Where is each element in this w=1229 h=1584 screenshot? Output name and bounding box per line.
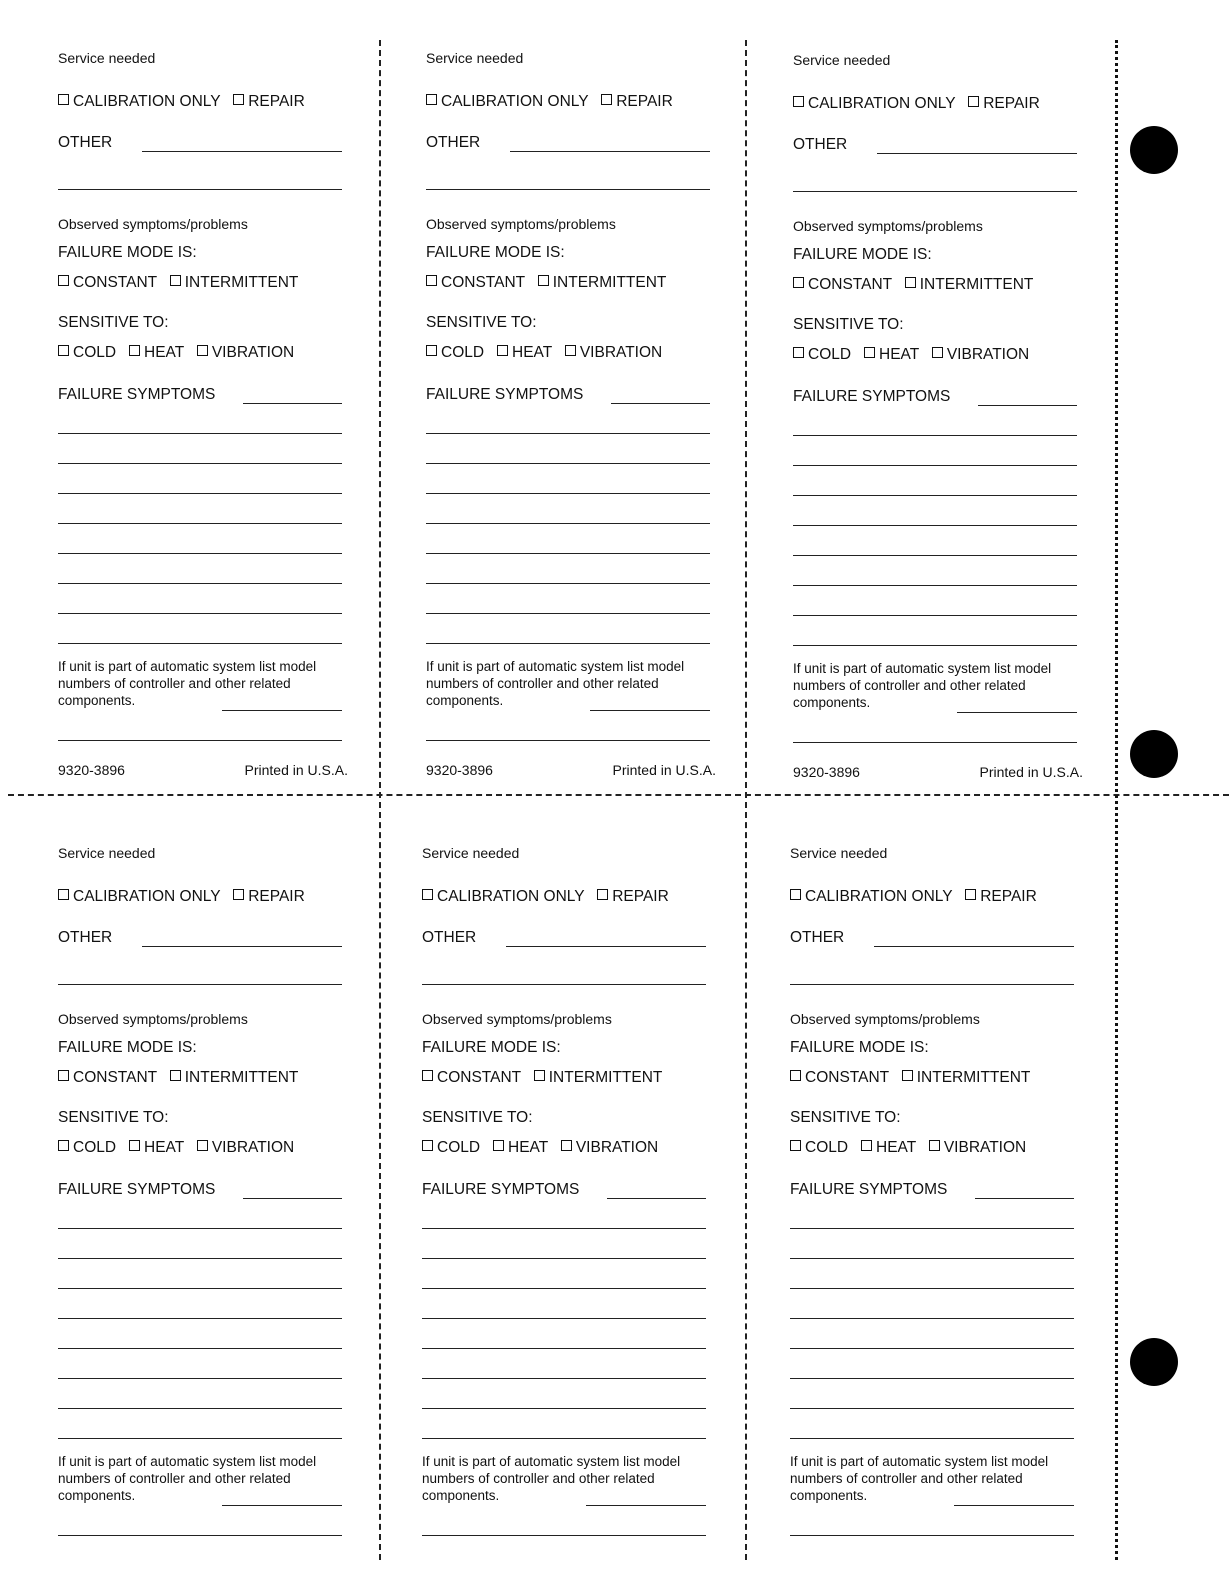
binder-hole-top [1130,126,1178,174]
form-bottom-left [58,845,348,1545]
other-label: OTHER [58,134,113,151]
symptom-line[interactable] [422,1288,706,1289]
constant-checkbox[interactable] [793,277,804,288]
other-field[interactable] [506,946,706,947]
form-top-right [793,52,1083,792]
form-bottom-right [790,845,1080,1545]
printed-in-usa: Printed in U.S.A. [979,764,1083,780]
calibration-checkbox[interactable] [426,94,437,105]
symptom-line[interactable] [422,1438,706,1439]
failure-mode-options [426,274,666,292]
automatic-system-note: If unit is part of automatic system list model numbers of controller and other related components. [790,1454,1049,1503]
symptom-line[interactable] [422,1228,706,1229]
printed-in-usa: Printed in U.S.A. [244,762,348,778]
heat-checkbox[interactable] [864,347,875,358]
repair-checkbox[interactable] [233,94,244,105]
cold-label: COLD [441,344,485,361]
vibration-label: VIBRATION [946,346,1030,363]
repair-label: REPAIR [616,93,673,110]
calibration-only-label: CALIBRATION ONLY [73,888,221,905]
other-field-line-2[interactable] [58,984,342,985]
automatic-system-note: If unit is part of automatic system list model numbers of controller and other related components. [58,1454,317,1503]
symptom-line[interactable] [790,1408,1074,1409]
constant-checkbox[interactable] [58,275,69,286]
failure-symptoms-field[interactable] [243,1198,342,1199]
repair-label: REPAIR [612,888,669,905]
components-field-line-2[interactable] [426,740,710,741]
components-field-line-2[interactable] [422,1535,706,1536]
other-field-line-2[interactable] [793,191,1077,192]
symptom-line[interactable] [58,463,342,464]
failure-mode-options [793,276,1033,294]
failure-mode-label: FAILURE MODE IS: [793,246,932,263]
service-needed-label: Service needed [790,845,888,861]
symptom-line[interactable] [58,1228,342,1229]
repair-checkbox[interactable] [965,889,976,900]
constant-label: CONSTANT [437,1069,521,1086]
constant-checkbox[interactable] [426,275,437,286]
repair-label: REPAIR [983,95,1040,112]
symptom-line[interactable] [790,1438,1074,1439]
symptom-line[interactable] [58,583,342,584]
other-field-line-2[interactable] [426,189,710,190]
automatic-system-note: If unit is part of automatic system list model numbers of controller and other related components. [422,1454,681,1503]
components-field-line-2[interactable] [58,1535,342,1536]
components-field-line-2[interactable] [790,1535,1074,1536]
intermittent-checkbox[interactable] [905,277,916,288]
symptom-line[interactable] [58,1288,342,1289]
cold-label: COLD [437,1139,481,1156]
intermittent-label: INTERMITTENT [919,276,1034,293]
symptom-line[interactable] [58,1408,342,1409]
components-field[interactable] [957,712,1077,713]
symptom-line[interactable] [793,555,1077,556]
vibration-label: VIBRATION [211,344,295,361]
vibration-label: VIBRATION [579,344,663,361]
intermittent-label: INTERMITTENT [552,274,667,291]
symptom-line[interactable] [58,1258,342,1259]
intermittent-label: INTERMITTENT [916,1069,1031,1086]
other-label: OTHER [790,929,845,946]
calibration-checkbox[interactable] [790,889,801,900]
symptom-line[interactable] [790,1348,1074,1349]
perforation-edge [1115,40,1118,1560]
failure-symptoms-field[interactable] [611,403,710,404]
vibration-checkbox[interactable] [561,1140,572,1151]
failure-mode-label: FAILURE MODE IS: [426,244,565,261]
other-label: OTHER [58,929,113,946]
failure-mode-label: FAILURE MODE IS: [422,1039,561,1056]
perforation-vertical-2 [745,40,747,1560]
intermittent-label: INTERMITTENT [548,1069,663,1086]
symptom-line[interactable] [58,643,342,644]
failure-symptoms-label: FAILURE SYMPTOMS [422,1181,580,1198]
components-field[interactable] [954,1505,1074,1506]
perforation-vertical-1 [379,40,381,1560]
other-field-line-2[interactable] [422,984,706,985]
failure-mode-options [58,1069,298,1087]
symptom-line[interactable] [58,433,342,434]
automatic-system-note: If unit is part of automatic system list model numbers of controller and other related components. [793,661,1052,710]
binder-hole-bottom [1130,1338,1178,1386]
vibration-checkbox[interactable] [929,1140,940,1151]
other-label: OTHER [426,134,481,151]
sensitive-to-label: SENSITIVE TO: [58,1109,169,1126]
heat-label: HEAT [879,346,919,363]
constant-checkbox[interactable] [422,1070,433,1081]
vibration-checkbox[interactable] [197,345,208,356]
form-number: 9320-3896 [58,762,125,778]
failure-mode-label: FAILURE MODE IS: [790,1039,929,1056]
symptom-line[interactable] [426,613,710,614]
printed-in-usa: Printed in U.S.A. [612,762,716,778]
heat-checkbox[interactable] [497,345,508,356]
constant-label: CONSTANT [441,274,525,291]
repair-label: REPAIR [980,888,1037,905]
components-field[interactable] [222,1505,342,1506]
heat-label: HEAT [508,1139,548,1156]
sensitive-to-label: SENSITIVE TO: [58,314,169,331]
constant-label: CONSTANT [73,1069,157,1086]
intermittent-checkbox[interactable] [534,1070,545,1081]
service-needed-label: Service needed [58,845,156,861]
cold-checkbox[interactable] [58,1140,69,1151]
calibration-checkbox[interactable] [793,96,804,107]
intermittent-label: INTERMITTENT [184,1069,299,1086]
repair-checkbox[interactable] [968,96,979,107]
form-number: 9320-3896 [793,764,860,780]
service-options [58,888,305,906]
failure-symptoms-label: FAILURE SYMPTOMS [793,388,951,405]
failure-symptoms-label: FAILURE SYMPTOMS [58,1181,216,1198]
constant-label: CONSTANT [805,1069,889,1086]
sensitive-to-label: SENSITIVE TO: [793,316,904,333]
repair-checkbox[interactable] [233,889,244,900]
failure-mode-label: FAILURE MODE IS: [58,1039,197,1056]
constant-label: CONSTANT [73,274,157,291]
cold-label: COLD [73,344,117,361]
form-number: 9320-3896 [426,762,493,778]
symptom-line[interactable] [790,1258,1074,1259]
symptom-line[interactable] [426,553,710,554]
intermittent-label: INTERMITTENT [184,274,299,291]
failure-symptoms-label: FAILURE SYMPTOMS [426,386,584,403]
repair-label: REPAIR [248,93,305,110]
calibration-only-label: CALIBRATION ONLY [441,93,589,110]
heat-label: HEAT [512,344,552,361]
symptom-line[interactable] [793,615,1077,616]
failure-symptoms-field[interactable] [607,1198,706,1199]
failure-mode-options [790,1069,1030,1087]
observed-symptoms-label: Observed symptoms/problems [58,216,248,232]
symptom-line[interactable] [58,553,342,554]
constant-checkbox[interactable] [790,1070,801,1081]
sensitive-options [426,344,662,362]
repair-label: REPAIR [248,888,305,905]
calibration-checkbox[interactable] [58,889,69,900]
heat-checkbox[interactable] [129,345,140,356]
calibration-only-label: CALIBRATION ONLY [437,888,585,905]
service-options [790,888,1037,906]
symptom-line[interactable] [58,523,342,524]
form-top-middle [426,50,716,790]
cold-checkbox[interactable] [422,1140,433,1151]
cold-checkbox[interactable] [58,345,69,356]
binder-hole-middle [1130,730,1178,778]
symptom-line[interactable] [793,495,1077,496]
symptom-line[interactable] [58,613,342,614]
sensitive-options [793,346,1029,364]
vibration-checkbox[interactable] [932,347,943,358]
intermittent-checkbox[interactable] [902,1070,913,1081]
cold-label: COLD [808,346,852,363]
other-field[interactable] [142,151,342,152]
symptom-line[interactable] [790,1228,1074,1229]
other-field[interactable] [142,946,342,947]
symptom-line[interactable] [790,1318,1074,1319]
service-options [422,888,669,906]
symptom-line[interactable] [422,1258,706,1259]
symptom-line[interactable] [793,645,1077,646]
symptom-line[interactable] [58,1378,342,1379]
other-field-line-2[interactable] [790,984,1074,985]
heat-label: HEAT [144,1139,184,1156]
automatic-system-note: If unit is part of automatic system list model numbers of controller and other related components. [58,659,317,708]
vibration-checkbox[interactable] [197,1140,208,1151]
repair-checkbox[interactable] [601,94,612,105]
calibration-only-label: CALIBRATION ONLY [805,888,953,905]
other-label: OTHER [793,136,848,153]
heat-checkbox[interactable] [493,1140,504,1151]
observed-symptoms-label: Observed symptoms/problems [793,218,983,234]
observed-symptoms-label: Observed symptoms/problems [790,1011,980,1027]
failure-symptoms-field[interactable] [975,1198,1074,1199]
vibration-label: VIBRATION [211,1139,295,1156]
other-field-line-2[interactable] [58,189,342,190]
failure-mode-options [422,1069,662,1087]
service-needed-label: Service needed [426,50,524,66]
other-field[interactable] [874,946,1074,947]
failure-mode-options [58,274,298,292]
vibration-checkbox[interactable] [565,345,576,356]
symptom-line[interactable] [790,1378,1074,1379]
form-bottom-middle [422,845,712,1545]
sensitive-options [422,1139,658,1157]
failure-symptoms-label: FAILURE SYMPTOMS [58,386,216,403]
constant-checkbox[interactable] [58,1070,69,1081]
components-field[interactable] [586,1505,706,1506]
failure-symptoms-field[interactable] [243,403,342,404]
failure-mode-label: FAILURE MODE IS: [58,244,197,261]
vibration-label: VIBRATION [943,1139,1027,1156]
intermittent-checkbox[interactable] [538,275,549,286]
service-options [58,93,305,111]
service-options [426,93,673,111]
symptom-line[interactable] [58,1318,342,1319]
calibration-checkbox[interactable] [58,94,69,105]
repair-checkbox[interactable] [597,889,608,900]
sensitive-options [790,1139,1026,1157]
sensitive-to-label: SENSITIVE TO: [426,314,537,331]
cold-checkbox[interactable] [426,345,437,356]
service-needed-label: Service needed [793,52,891,68]
symptom-line[interactable] [422,1348,706,1349]
calibration-only-label: CALIBRATION ONLY [808,95,956,112]
observed-symptoms-label: Observed symptoms/problems [422,1011,612,1027]
intermittent-checkbox[interactable] [170,1070,181,1081]
symptom-line[interactable] [426,583,710,584]
observed-symptoms-label: Observed symptoms/problems [58,1011,248,1027]
components-field-line-2[interactable] [793,742,1077,743]
failure-symptoms-label: FAILURE SYMPTOMS [790,1181,948,1198]
components-field[interactable] [590,710,710,711]
symptom-line[interactable] [426,523,710,524]
calibration-only-label: CALIBRATION ONLY [73,93,221,110]
service-options [793,95,1040,113]
symptom-line[interactable] [426,463,710,464]
cold-label: COLD [805,1139,849,1156]
symptom-line[interactable] [58,1438,342,1439]
automatic-system-note: If unit is part of automatic system list model numbers of controller and other related components. [426,659,685,708]
cold-checkbox[interactable] [790,1140,801,1151]
symptom-line[interactable] [790,1288,1074,1289]
symptom-line[interactable] [58,493,342,494]
symptom-line[interactable] [422,1378,706,1379]
symptom-line[interactable] [793,585,1077,586]
symptom-line[interactable] [426,493,710,494]
vibration-label: VIBRATION [575,1139,659,1156]
heat-checkbox[interactable] [861,1140,872,1151]
sensitive-to-label: SENSITIVE TO: [422,1109,533,1126]
observed-symptoms-label: Observed symptoms/problems [426,216,616,232]
cold-checkbox[interactable] [793,347,804,358]
other-label: OTHER [422,929,477,946]
symptom-line[interactable] [422,1318,706,1319]
heat-checkbox[interactable] [129,1140,140,1151]
perforation-horizontal [8,794,1229,796]
symptom-line[interactable] [422,1408,706,1409]
failure-symptoms-field[interactable] [978,405,1077,406]
symptom-line[interactable] [426,643,710,644]
sensitive-to-label: SENSITIVE TO: [790,1109,901,1126]
intermittent-checkbox[interactable] [170,275,181,286]
form-top-left [58,50,348,790]
symptom-line[interactable] [793,435,1077,436]
symptom-line[interactable] [58,1348,342,1349]
components-field-line-2[interactable] [58,740,342,741]
symptom-line[interactable] [426,433,710,434]
constant-label: CONSTANT [808,276,892,293]
service-needed-label: Service needed [422,845,520,861]
heat-label: HEAT [876,1139,916,1156]
calibration-checkbox[interactable] [422,889,433,900]
symptom-line[interactable] [793,465,1077,466]
service-needed-label: Service needed [58,50,156,66]
components-field[interactable] [222,710,342,711]
other-field[interactable] [877,153,1077,154]
symptom-line[interactable] [793,525,1077,526]
heat-label: HEAT [144,344,184,361]
other-field[interactable] [510,151,710,152]
sensitive-options [58,344,294,362]
sensitive-options [58,1139,294,1157]
cold-label: COLD [73,1139,117,1156]
